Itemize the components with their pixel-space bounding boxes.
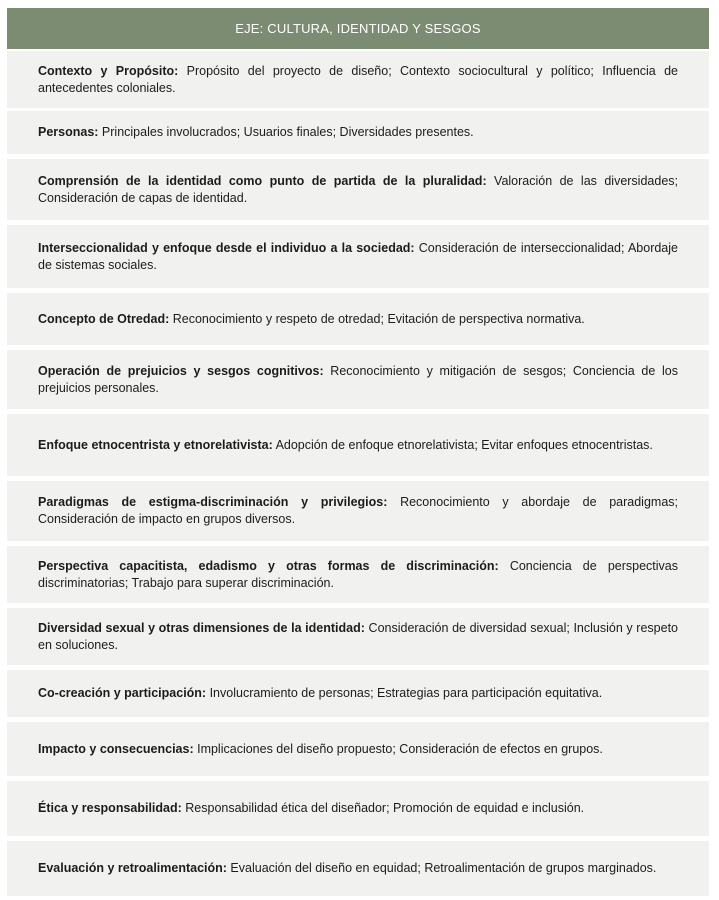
row-term: Ética y responsabilidad:: [38, 801, 182, 815]
row-description: Consideración de diversidad sexual; Inclusión y respeto en soluciones.: [38, 620, 678, 652]
row-text: [38, 685, 678, 702]
row-description: Valoración de las diversidades; Consideración de capas de identidad.: [38, 173, 678, 205]
row-description: Implicaciones del diseño propuesto; Consideración de efectos en grupos.: [193, 741, 603, 756]
table-row: [7, 781, 709, 837]
row-term: Co-creación y participación:: [38, 686, 207, 700]
row-description: Propósito del proyecto de diseño; Contexto sociocultural y político; Influencia de antecedentes coloniales.: [38, 63, 679, 95]
row-term: Evaluación y retroalimentación:: [38, 861, 227, 875]
row-description: Responsabilidad ética del diseñador; Promoción de equidad e inclusión.: [181, 801, 585, 815]
row-description: Consideración de interseccionalidad; Abordaje de sistemas sociales.: [38, 240, 678, 272]
row-text: [38, 800, 678, 817]
row-term: Enfoque etnocentrista y etnorelativista:: [38, 437, 273, 452]
row-description: Reconocimiento y respeto de otredad; Evitación de perspectiva normativa.: [169, 311, 585, 326]
table-row: [7, 670, 709, 718]
table-row: [7, 225, 709, 289]
row-description: Principales involucrados; Usuarios finales; Diversidades presentes.: [98, 125, 474, 139]
row-term: Concepto de Otredad:: [38, 311, 170, 326]
row-term: Comprensión de la identidad como punto de partida de la pluralidad:: [38, 173, 487, 188]
row-text: [38, 558, 678, 592]
row-term: Diversidad sexual y otras dimensiones de la identidad:: [38, 620, 365, 635]
row-description: Reconocimiento y mitigación de sesgos; Conciencia de los prejuicios personales.: [38, 363, 678, 395]
row-text: [38, 311, 678, 328]
row-text: [38, 240, 678, 274]
table-title: EJE: CULTURA, IDENTIDAD Y SESGOS: [235, 21, 481, 36]
row-text: [38, 860, 678, 877]
table-row: [7, 841, 709, 897]
row-text: [38, 437, 678, 454]
table-row: [7, 481, 709, 542]
table-row: [7, 111, 709, 155]
table-header: [7, 8, 709, 49]
row-text: [38, 63, 678, 97]
row-text: [38, 494, 678, 528]
table-row: [7, 722, 709, 777]
row-description: Evaluación del diseño en equidad; Retroalimentación de grupos marginados.: [226, 861, 657, 875]
row-text: [38, 741, 678, 758]
table-body: [7, 51, 709, 897]
row-text: [38, 124, 678, 141]
table-row: [7, 546, 709, 604]
row-description: Reconocimiento y abordaje de paradigmas; Consideración de impacto en grupos diversos.: [38, 495, 678, 526]
table-row: [7, 608, 709, 666]
row-term: Paradigmas de estigma-discriminación y privilegios:: [38, 495, 388, 509]
row-term: Perspectiva capacitista, edadismo y otras formas de discriminación:: [38, 558, 499, 573]
row-description: Conciencia de perspectivas discriminatorias; Trabajo para superar discriminación.: [38, 558, 678, 590]
criteria-table: [7, 8, 709, 897]
table-row: [7, 350, 709, 410]
row-term: Interseccionalidad y enfoque desde el individuo a la sociedad:: [38, 240, 415, 255]
table-row: [7, 414, 709, 477]
row-text: [38, 363, 678, 397]
row-description: Involucramiento de personas; Estrategias para participación equitativa.: [206, 686, 603, 700]
row-text: [38, 620, 678, 654]
row-term: Personas:: [38, 125, 99, 139]
row-text: [38, 173, 678, 207]
row-term: Impacto y consecuencias:: [38, 741, 194, 756]
table-row: [7, 51, 709, 109]
row-term: Contexto y Propósito:: [38, 63, 179, 78]
table-row: [7, 159, 709, 221]
table-row: [7, 293, 709, 346]
row-term: Operación de prejuicios y sesgos cognitivos:: [38, 363, 324, 378]
row-description: Adopción de enfoque etnorelativista; Evitar enfoques etnocentristas.: [272, 437, 653, 452]
